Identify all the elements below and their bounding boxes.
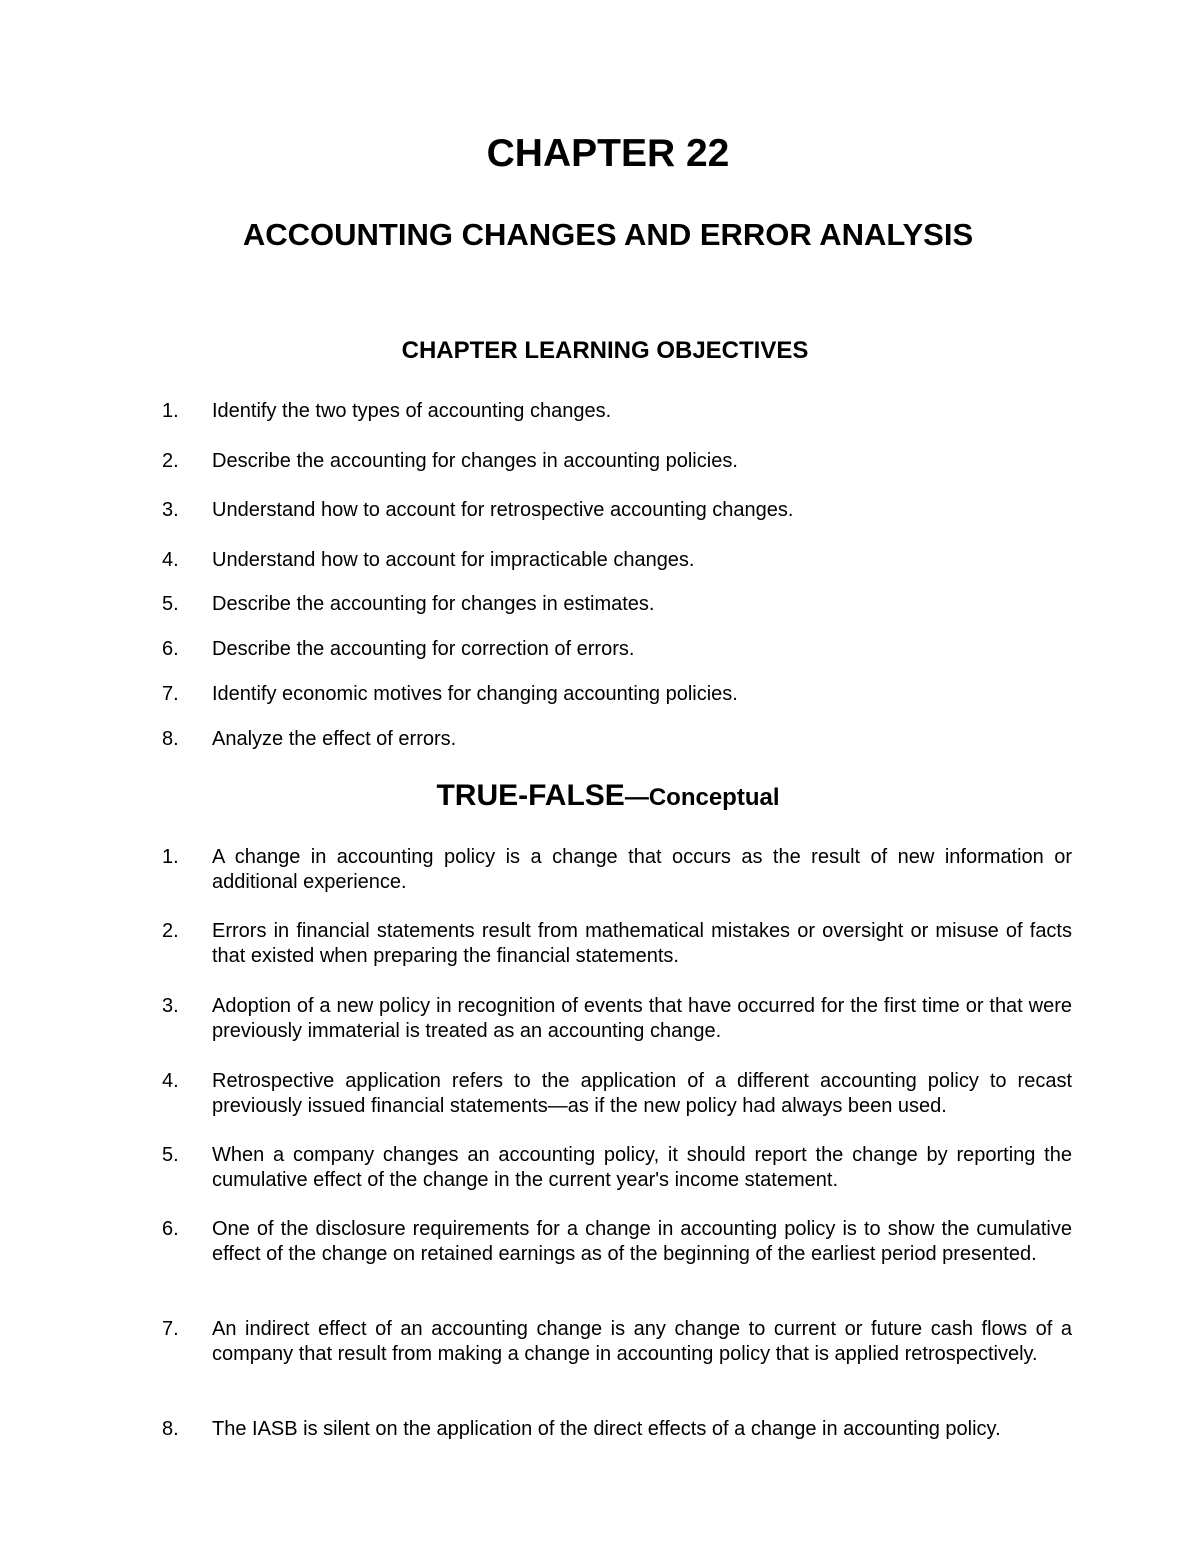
question-text: The IASB is silent on the application of the direct effects of a change in accounting policy. — [212, 1418, 1001, 1440]
objective-number: 1. — [162, 400, 179, 422]
true-false-heading-main: TRUE-FALSE — [436, 779, 625, 812]
question-number: 7. — [162, 1318, 179, 1340]
question-text: Adoption of a new policy in recognition of events that have occurred for the first time or that were previously immaterial is treated as an accounting change. — [212, 995, 1072, 1042]
question-text: One of the disclosure requirements for a change in accounting policy is to show the cumulative effect of the change on retained earnings as of the beginning of the earliest period presented. — [212, 1218, 1072, 1265]
question-number: 6. — [162, 1218, 179, 1240]
question-number: 4. — [162, 1070, 179, 1092]
question-number: 1. — [162, 846, 179, 868]
objective-number: 7. — [162, 683, 179, 705]
objective-text: Analyze the effect of errors. — [212, 728, 457, 750]
objective-number: 8. — [162, 728, 179, 750]
true-false-heading-sub: —Conceptual — [624, 784, 780, 811]
objective-text: Describe the accounting for changes in accounting policies. — [212, 450, 738, 472]
question-text: An indirect effect of an accounting change is any change to current or future cash flows of a company that result from making a change in accounting policy that is applied retrospectively. — [212, 1318, 1072, 1365]
objective-number: 2. — [162, 450, 179, 472]
objective-number: 3. — [162, 499, 179, 521]
question-text: When a company changes an accounting policy, it should report the change by reporting the cumulative effect of the change in the current year's income statement. — [212, 1144, 1072, 1191]
question-text: A change in accounting policy is a change that occurs as the result of new information or additional experience. — [212, 846, 1072, 893]
question-number: 2. — [162, 920, 179, 942]
chapter-number: CHAPTER 22 — [486, 132, 730, 175]
learning-objectives-heading: CHAPTER LEARNING OBJECTIVES — [401, 337, 809, 364]
question-number: 8. — [162, 1418, 179, 1440]
question-number: 3. — [162, 995, 179, 1017]
objective-number: 6. — [162, 638, 179, 660]
objective-text: Describe the accounting for correction of errors. — [212, 638, 635, 660]
objective-text: Understand how to account for retrospective accounting changes. — [212, 499, 794, 521]
question-text: Errors in financial statements result from mathematical mistakes or oversight or misuse of facts that existed when preparing the financial statements. — [212, 920, 1072, 967]
objective-number: 5. — [162, 593, 179, 615]
true-false-heading — [0, 778, 1200, 819]
objective-text: Understand how to account for impracticable changes. — [212, 549, 695, 571]
objective-text: Identify economic motives for changing accounting policies. — [212, 683, 738, 705]
question-text: Retrospective application refers to the application of a different accounting policy to recast previously issued financial statements—as if the new policy had always been used. — [212, 1070, 1072, 1117]
question-number: 5. — [162, 1144, 179, 1166]
objective-text: Describe the accounting for changes in estimates. — [212, 593, 655, 615]
objective-number: 4. — [162, 549, 179, 571]
chapter-title: ACCOUNTING CHANGES AND ERROR ANALYSIS — [242, 217, 974, 252]
objective-text: Identify the two types of accounting changes. — [212, 400, 612, 422]
